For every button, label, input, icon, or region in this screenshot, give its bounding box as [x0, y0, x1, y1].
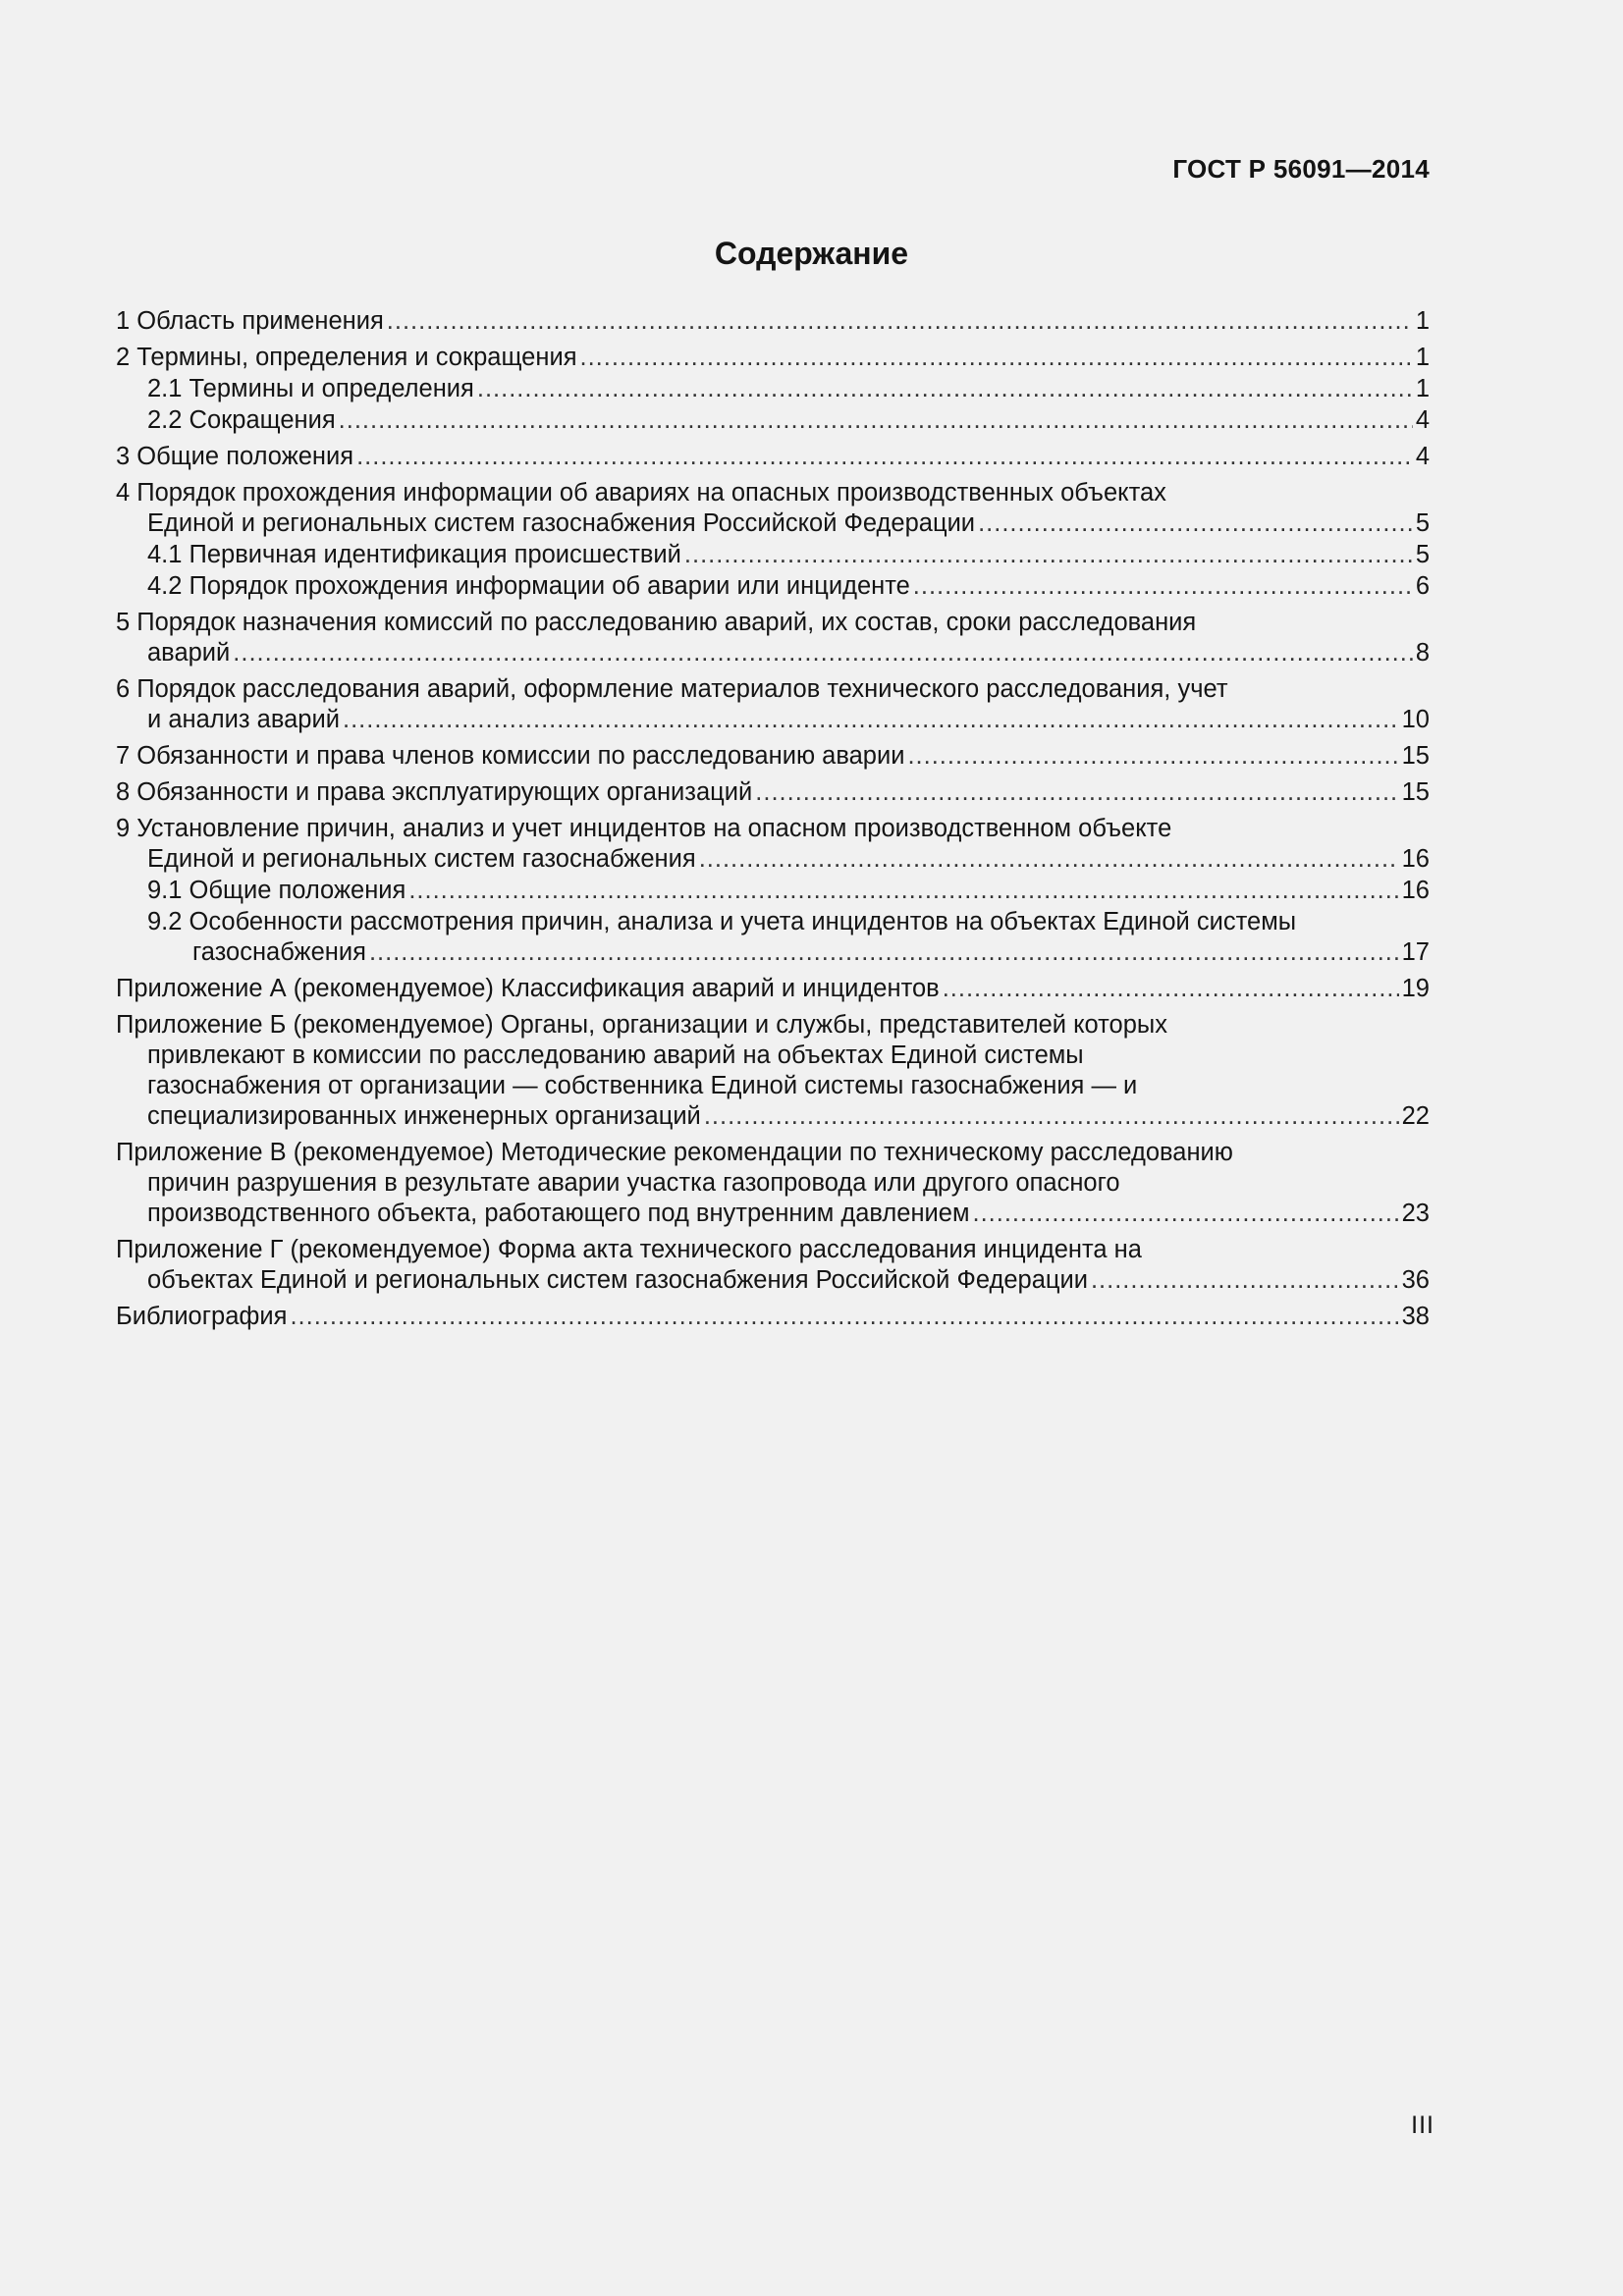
- toc-entry[interactable]: [116, 1010, 1430, 1132]
- toc-page-number: 4: [1415, 406, 1430, 434]
- toc-page-number: 23: [1401, 1200, 1430, 1227]
- dot-leader: [580, 343, 1413, 373]
- dot-leader: [943, 974, 1399, 1004]
- dot-leader: [477, 374, 1413, 404]
- dot-leader: [369, 937, 1399, 968]
- dot-leader: [907, 741, 1398, 772]
- toc-entry-title: объектах Единой и региональных систем газоснабжения Российской Федерации: [147, 1266, 1088, 1294]
- toc-entry-title: Приложение В (рекомендуемое) Методические рекомендации по техническому расследованию: [116, 1139, 1233, 1166]
- toc-entry-title: 5 Порядок назначения комиссий по расследованию аварий, их состав, сроки расследования: [116, 609, 1197, 636]
- dot-leader: [913, 571, 1413, 602]
- toc-page-number: 16: [1401, 877, 1430, 904]
- toc-page-number: 5: [1415, 541, 1430, 568]
- toc-entry[interactable]: [116, 306, 1430, 337]
- toc-entry-title: 4.1 Первичная идентификация происшествий: [147, 541, 681, 568]
- toc-entry-title: 3 Общие положения: [116, 443, 354, 470]
- toc-entry-title: газоснабжения от организации — собственника Единой системы газоснабжения — и: [147, 1072, 1138, 1099]
- dot-leader: [704, 1101, 1399, 1132]
- toc-entry[interactable]: [116, 907, 1430, 968]
- toc-entry[interactable]: [116, 405, 1430, 436]
- toc-entry[interactable]: [116, 777, 1430, 808]
- toc-entry[interactable]: [116, 374, 1430, 404]
- toc-entry-title: и анализ аварий: [147, 706, 340, 733]
- toc-page-number: 36: [1401, 1266, 1430, 1294]
- toc-entry-title: причин разрушения в результате аварии участка газопровода или другого опасного: [147, 1169, 1120, 1197]
- toc-entry[interactable]: [116, 442, 1430, 472]
- toc-entry-title: производственного объекта, работающего под внутренним давлением: [147, 1200, 970, 1227]
- toc-page-number: 1: [1415, 375, 1430, 402]
- toc-page-number: 17: [1401, 938, 1430, 966]
- toc-entry-title: 4 Порядок прохождения информации об авариях на опасных производственных объектах: [116, 479, 1166, 507]
- toc-entry[interactable]: [116, 343, 1430, 373]
- toc-entry-title: 6 Порядок расследования аварий, оформление материалов технического расследования, учет: [116, 675, 1228, 703]
- toc-entry[interactable]: [116, 608, 1430, 668]
- dot-leader: [1091, 1265, 1399, 1296]
- toc-entry[interactable]: [116, 571, 1430, 602]
- toc-page-number: 4: [1415, 443, 1430, 470]
- toc-entry-title: газоснабжения: [192, 938, 366, 966]
- toc-entry[interactable]: [116, 540, 1430, 570]
- toc-entry[interactable]: [116, 1302, 1430, 1332]
- toc-entry-title: 1 Область применения: [116, 307, 384, 335]
- dot-leader: [972, 1199, 1398, 1229]
- dot-leader: [408, 876, 1398, 906]
- dot-leader: [343, 705, 1399, 735]
- dot-leader: [755, 777, 1398, 808]
- toc-entry-title: 8 Обязанности и права эксплуатирующих организаций: [116, 778, 753, 806]
- dot-leader: [233, 638, 1413, 668]
- toc-entry-title: 2 Термины, определения и сокращения: [116, 344, 577, 371]
- toc-entry-title: 2.1 Термины и определения: [147, 375, 474, 402]
- dot-leader: [699, 844, 1399, 875]
- toc-page-number: 6: [1415, 572, 1430, 600]
- toc-page-number: 19: [1401, 975, 1430, 1002]
- toc-page-number: 10: [1401, 706, 1430, 733]
- toc-entry-title: 9 Установление причин, анализ и учет инцидентов на опасном производственном объекте: [116, 815, 1172, 842]
- toc-entry-title: привлекают в комиссии по расследованию аварий на объектах Единой системы: [147, 1041, 1084, 1069]
- toc-page-number: 5: [1415, 509, 1430, 537]
- toc-page-number: 15: [1401, 778, 1430, 806]
- toc-page-number: 38: [1401, 1303, 1430, 1330]
- toc-entry-title: специализированных инженерных организаций: [147, 1102, 701, 1130]
- dot-leader: [356, 442, 1413, 472]
- toc-entry[interactable]: [116, 1138, 1430, 1229]
- toc-entry-title: 9.2 Особенности рассмотрения причин, анализа и учета инцидентов на объектах Единой системы: [147, 908, 1297, 935]
- page-number: III: [1411, 2111, 1434, 2139]
- toc-entry-title: аварий: [147, 639, 231, 667]
- toc-entry-title: Приложение Б (рекомендуемое) Органы, организации и службы, представителей которых: [116, 1011, 1167, 1039]
- dot-leader: [290, 1302, 1398, 1332]
- toc-entry-title: Единой и региональных систем газоснабжения Российской Федерации: [147, 509, 976, 537]
- dot-leader: [978, 508, 1413, 539]
- toc-page-number: 15: [1401, 742, 1430, 770]
- toc-entry[interactable]: [116, 814, 1430, 875]
- toc-entry-title: Приложение А (рекомендуемое) Классификация аварий и инцидентов: [116, 975, 940, 1002]
- toc-entry[interactable]: [116, 674, 1430, 735]
- toc-page-number: 1: [1415, 307, 1430, 335]
- table-of-contents: [116, 306, 1430, 1332]
- toc-entry[interactable]: [116, 974, 1430, 1004]
- toc-page-number: 16: [1401, 845, 1430, 873]
- dot-leader: [387, 306, 1413, 337]
- toc-entry-title: 4.2 Порядок прохождения информации об аварии или инциденте: [147, 572, 910, 600]
- toc-entry[interactable]: [116, 741, 1430, 772]
- toc-entry[interactable]: [116, 478, 1430, 539]
- toc-page-number: 8: [1415, 639, 1430, 667]
- toc-entry-title: Единой и региональных систем газоснабжения: [147, 845, 696, 873]
- toc-page-number: 22: [1401, 1102, 1430, 1130]
- toc-entry-title: 7 Обязанности и права членов комиссии по расследованию аварии: [116, 742, 905, 770]
- dot-leader: [684, 540, 1413, 570]
- toc-entry-title: 9.1 Общие положения: [147, 877, 406, 904]
- toc-entry-title: Приложение Г (рекомендуемое) Форма акта технического расследования инцидента на: [116, 1236, 1142, 1263]
- toc-page-number: 1: [1415, 344, 1430, 371]
- toc-entry[interactable]: [116, 1235, 1430, 1296]
- toc-entry-title: Библиография: [116, 1303, 288, 1330]
- document-code: ГОСТ Р 56091—2014: [1172, 154, 1430, 184]
- toc-title: Содержание: [714, 236, 909, 271]
- toc-entry-title: 2.2 Сокращения: [147, 406, 336, 434]
- dot-leader: [339, 405, 1413, 436]
- toc-entry[interactable]: [116, 876, 1430, 906]
